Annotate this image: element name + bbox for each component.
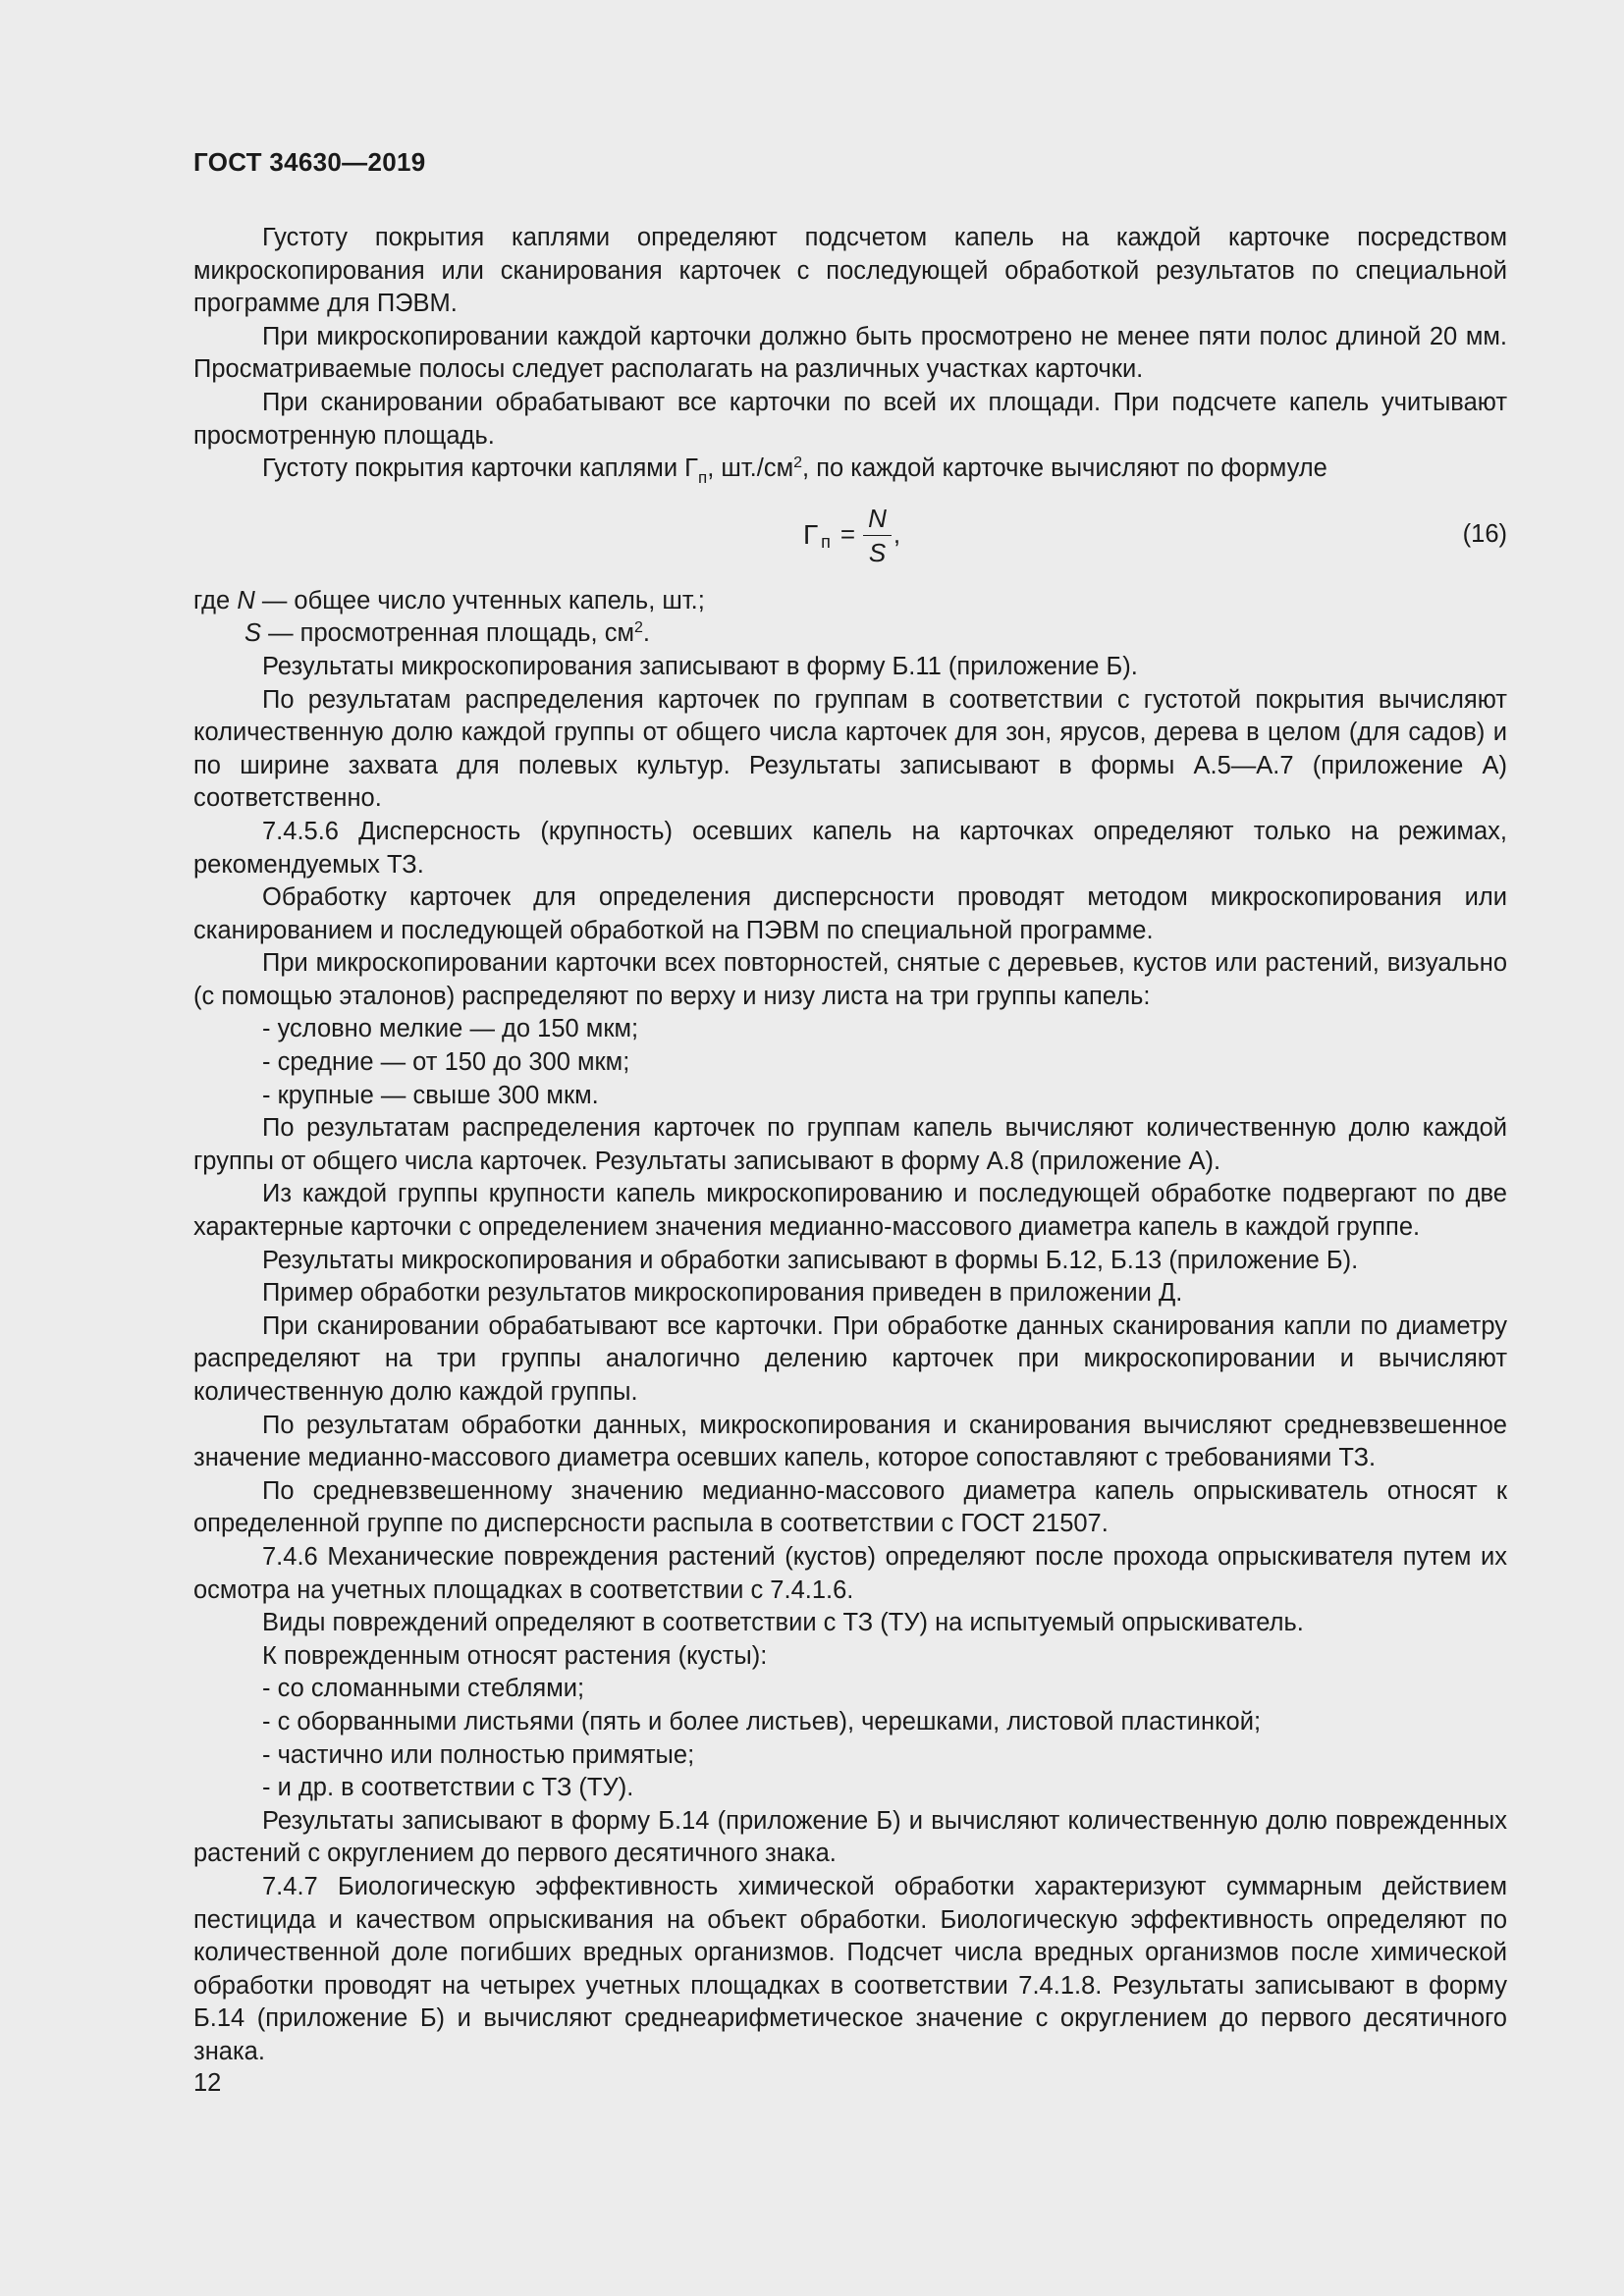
paragraph: По результатам распределения карточек по группам капель вычисляют количественную долю каждой группы от общего числа карточек. Результаты записывают в форму А.8 (приложение А). — [193, 1114, 1507, 1175]
list-item: - со сломанными стеблями; — [262, 1675, 585, 1703]
body-text — [193, 222, 1507, 2068]
text-run: , по каждой карточке вычисляют по формуле — [802, 454, 1327, 483]
paragraph: Виды повреждений определяют в соответствии с ТЗ (ТУ) на испытуемый опрыскиватель. — [262, 1609, 1304, 1637]
formula-denominator: S — [868, 537, 887, 567]
paragraph: Обработку карточек для определения дисперсности проводят методом микроскопирования или сканированием и последующей обработкой на ПЭВМ по специальной программе. — [193, 883, 1507, 944]
paragraph: При микроскопировании каждой карточки должно быть просмотрено не менее пяти полос длиной 20 мм. Просматриваемые полосы следует располагать на различных участках карточки. — [193, 322, 1507, 384]
paragraph: При микроскопировании карточки всех повторностей, снятые с деревьев, кустов или растений, визуально (с помощью эталонов) распределяют по верху и низу листа на три группы капель: — [193, 949, 1507, 1010]
subscript: п — [697, 468, 708, 488]
superscript: 2 — [793, 454, 803, 472]
paragraph: Из каждой группы крупности капель микроскопированию и последующей обработке подвергают по две характерные карточки с определением значения медианно-массового диаметра капель в каждой группе. — [193, 1180, 1507, 1242]
variable-n-description: — общее число учтенных капель, шт.; — [254, 586, 705, 614]
paragraph: Результаты микроскопирования записывают в форму Б.11 (приложение Б). — [262, 652, 1138, 680]
paragraph: Густоту покрытия каплями определяют подсчетом капель на каждой карточке посредством микроскопирования или сканирования карточек с последующей обработкой результатов по специальной программе для ПЭВМ. — [193, 224, 1507, 318]
formula-expression — [803, 486, 900, 585]
paragraph: По результатам обработки данных, микроскопирования и сканирования вычисляют средневзвешенное значение медианно-массового диаметра осевших капель, которое сопоставляют с требованиями ТЗ. — [193, 1411, 1507, 1472]
paragraph — [193, 453, 1507, 486]
formula-lhs-subscript: п — [821, 532, 831, 553]
paragraph: К поврежденным относят растения (кусты): — [262, 1641, 768, 1670]
paragraph: Пример обработки результатов микроскопирования приведен в приложении Д. — [262, 1279, 1183, 1308]
paragraph: По результатам распределения карточек по группам в соответствии с густотой покрытия вычисляют количественную долю каждой группы от общего числа карточек для зон, ярусов, дерева в целом (для садов) и по ширине захвата для полевых культур. Результаты записывают в формы А.5—А.7 (приложение А) соответственно. — [193, 685, 1507, 813]
superscript: 2 — [633, 619, 643, 637]
variable-s: S — [244, 619, 262, 648]
document-header: ГОСТ 34630—2019 — [193, 147, 426, 177]
formula-fraction — [863, 505, 892, 566]
where-lead: где — [193, 586, 238, 614]
formula-number: (16) — [1462, 520, 1507, 549]
formula-lhs: Г — [803, 519, 819, 551]
page-number: 12 — [193, 2069, 222, 2097]
paragraph: 7.4.6 Механические повреждения растений (кустов) определяют после прохода опрыскивателя путем их осмотра на учетных площадках в соответствии с 7.4.1.6. — [193, 1542, 1507, 1604]
list-item: - средние — от 150 до 300 мкм; — [262, 1048, 630, 1077]
where-row-s — [193, 617, 1507, 651]
text-run: , шт./см — [707, 454, 794, 483]
list-item: - и др. в соответствии с ТЗ (ТУ). — [262, 1774, 634, 1802]
text-run: Густоту покрытия карточки каплями Г — [262, 454, 698, 483]
list-item: - крупные — свыше 300 мкм. — [262, 1081, 599, 1109]
paragraph: При сканировании обрабатывают все карточки по всей их площади. При подсчете капель учитывают просмотренную площадь. — [193, 388, 1507, 450]
paragraph: 7.4.5.6 Дисперсность (крупность) осевших капель на карточках определяют только на режимах, рекомендуемых ТЗ. — [193, 817, 1507, 879]
paragraph: 7.4.7 Биологическую эффективность химической обработки характеризуют суммарным действием пестицида и качеством опрыскивания на объект обработки. Биологическую эффективность определяют по количественной доле погибших вредных организмов. Подсчет числа вредных организмов после химической обработки проводят на четырех учетных площадках в соответствии 7.4.1.8. Результаты записывают в форму Б.14 (приложение Б) и вычисляют среднеарифметическое значение с округлением до первого десятичного знака. — [193, 1872, 1507, 2065]
formula-16 — [193, 486, 1507, 585]
formula-numerator: N — [863, 505, 892, 536]
text-run: . — [642, 619, 650, 648]
list-item: - частично или полностью примятые; — [262, 1740, 695, 1769]
variable-n: N — [237, 586, 255, 614]
paragraph: Результаты микроскопирования и обработки записывают в формы Б.12, Б.13 (приложение Б). — [262, 1246, 1359, 1274]
list-item: - с оборванными листьями (пять и более листьев), черешками, листовой пластинкой; — [262, 1707, 1262, 1735]
formula-equals: = — [839, 519, 856, 550]
list-item: - условно мелкие — до 150 мкм; — [262, 1015, 639, 1043]
where-row-n — [193, 585, 1507, 618]
formula-comma: , — [893, 519, 901, 550]
paragraph: По средневзвешенному значению медианно-массового диаметра капель опрыскиватель относят к определенной группе по дисперсности распыла в соответствии с ГОСТ 21507. — [193, 1476, 1507, 1538]
paragraph: Результаты записывают в форму Б.14 (приложение Б) и вычисляют количественную долю поврежденных растений с округлением до первого десятичного знака. — [193, 1806, 1507, 1868]
variable-s-description: — просмотренная площадь, см — [261, 619, 634, 648]
paragraph: При сканировании обрабатывают все карточки. При обработке данных сканирования капли по диаметру распределяют на три группы аналогично делению карточек при микроскопировании и вычисляют количественную долю каждой группы. — [193, 1311, 1507, 1406]
